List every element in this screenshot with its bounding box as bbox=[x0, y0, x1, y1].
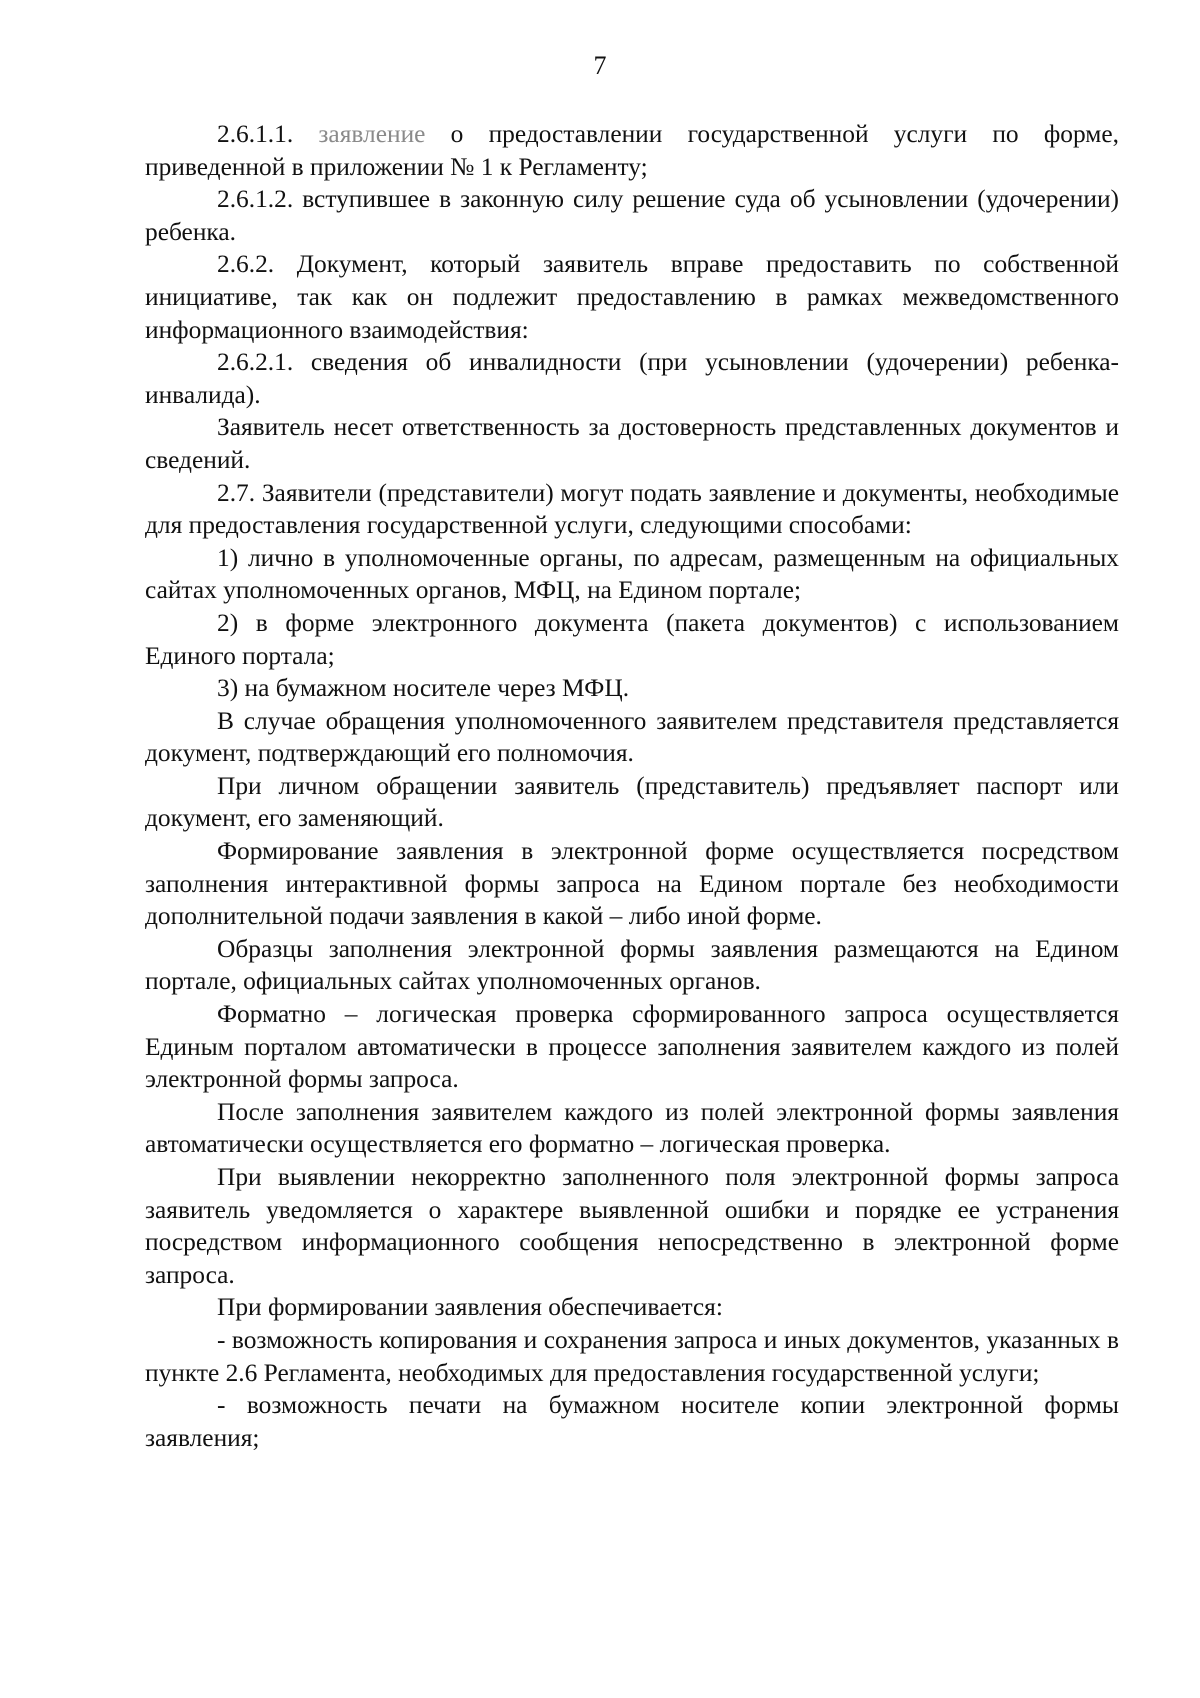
paragraph-provided: При формировании заявления обеспечивается: bbox=[217, 1293, 723, 1322]
document-body bbox=[145, 118, 1119, 1454]
paragraph-2-6-1-2: 2.6.1.2. вступившее в законную силу решение суда об усыновлении (удочерении) ребенка. bbox=[145, 185, 1119, 246]
paragraph-personal-visit: При личном обращении заявитель (представитель) предъявляет паспорт или документ, его заменяющий. bbox=[145, 771, 1119, 833]
paragraph-text: о предоставлении государственной услуги по форме, приведенной в приложении № 1 к Регламенту; bbox=[145, 120, 1119, 181]
list-item-print: - возможность печати на бумажном носителе копии электронной формы заявления; bbox=[145, 1391, 1119, 1452]
paragraph-responsibility: Заявитель несет ответственность за достоверность представленных документов и сведений. bbox=[145, 413, 1119, 474]
paragraph-samples: Образцы заполнения электронной формы заявления размещаются на Едином портале, официальных сайтах уполномоченных органов. bbox=[145, 934, 1119, 996]
paragraph-prefix: 2.6.1.1. bbox=[217, 120, 319, 148]
paragraph-electronic-form: Формирование заявления в электронной форме осуществляется посредством заполнения интерактивной формы запроса на Едином портале без необходимости дополнительной подачи заявления в какой – либо иной форме. bbox=[145, 837, 1119, 931]
paragraph-representative: В случае обращения уполномоченного заявителем представителя представляется документ, подтверждающий его полномочия. bbox=[145, 706, 1119, 768]
faded-word: заявление bbox=[318, 120, 426, 148]
paragraph-2-6-2-1: 2.6.2.1. сведения об инвалидности (при усыновлении (удочерении) ребенка-инвалида). bbox=[145, 348, 1119, 409]
list-item-copy-save: - возможность копирования и сохранения запроса и иных документов, указанных в пункте 2.6 Регламента, необходимых для предоставления государственной услуги; bbox=[145, 1325, 1119, 1387]
paragraph-after-filling: После заполнения заявителем каждого из полей электронной формы заявления автоматически осуществляется его форматно – логическая проверка. bbox=[145, 1097, 1119, 1159]
list-item-electronic: 2) в форме электронного документа (пакета документов) с использованием Единого портала; bbox=[145, 608, 1119, 670]
list-item-in-person: 1) лично в уполномоченные органы, по адресам, размещенным на официальных сайтах уполномоченных органов, МФЦ, на Едином портале; bbox=[145, 543, 1119, 605]
paragraph-error-notice: При выявлении некорректно заполненного поля электронной формы запроса заявитель уведомляется о характере выявленной ошибки и порядке ее устранения посредством информационного сообщения непосредственно в электронной форме запроса. bbox=[145, 1163, 1119, 1289]
paragraph-2-6-1-1 bbox=[145, 118, 1119, 183]
paragraph-2-6-2: 2.6.2. Документ, который заявитель вправе предоставить по собственной инициативе, так как он подлежит предоставлению в рамках межведомственного информационного взаимодействия: bbox=[145, 250, 1119, 344]
list-item-paper: 3) на бумажном носителе через МФЦ. bbox=[217, 674, 630, 703]
paragraph-format-check: Форматно – логическая проверка сформированного запроса осуществляется Единым порталом автоматически в процессе заполнения заявителем каждого из полей электронной формы запроса. bbox=[145, 1000, 1119, 1094]
paragraph-2-7: 2.7. Заявители (представители) могут подать заявление и документы, необходимые для предоставления государственной услуги, следующими способами: bbox=[145, 478, 1119, 540]
page-number: 7 bbox=[593, 51, 607, 80]
